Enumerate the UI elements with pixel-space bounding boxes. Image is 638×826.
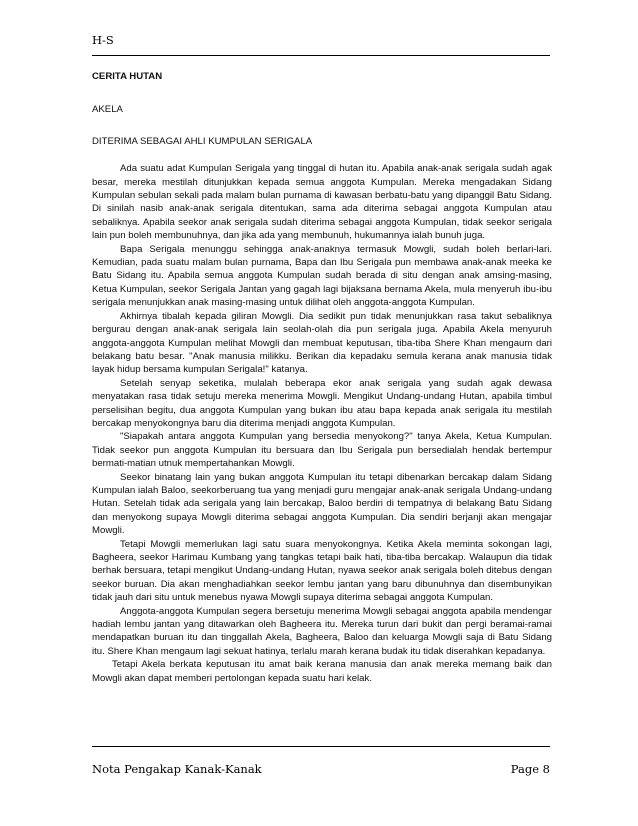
paragraph: Setelah senyap seketika, mulalah beberapa ekor anak serigala yang sudah agak dewasa menyatakan rasa tidak setuju mereka menerima Mowgli. Mengikut Undang-undang Hutan, apabila timbul perselisihan begitu, dua anggota Kumpulan yang bukan ibu atau bapa kepada anak serigala itu mestilah bercakap menyokongnya baru dia diterima menjadi anggota Kumpulan. (92, 377, 552, 429)
header-label: H-S (92, 33, 114, 47)
chapter-subtitle: DITERIMA SEBAGAI AHLI KUMPULAN SERIGALA (92, 135, 313, 147)
footer-title: Nota Pengakap Kanak-Kanak (92, 762, 262, 776)
chapter-title: AKELA (92, 104, 123, 116)
paragraph: Ada suatu adat Kumpulan Serigala yang tinggal di hutan itu. Apabila anak-anak serigala sudah agak besar, mereka mestilah ditunjukkan kepada semua anggota Kumpulan. Mereka mengadakan Sidang Kumpulan sebulan sekali pada malam bulan purnama di kawasan berbatu-batu yang dipanggil Batu Sidang. Di sinilah nasib anak-anak serigala ditentukan, sama ada diterima sebagai anggota Kumpulan atau sebaliknya. Apabila seekor anak serigala sudah diterima sebagai anggota Kumpulan, tidak seekor serigala lain pun boleh membunuhnya, dan jika ada yang membunuh, hukumannya ialah bunuh juga. (92, 163, 552, 242)
paragraph: Anggota-anggota Kumpulan segera bersetuju menerima Mowgli sebagai anggota apabila mendengar hadiah lembu jantan yang ditawarkan oleh Bagheera itu. Mereka turun dari bukit dan pergi beramai-ramai mendapatkan buruan itu dan tinggallah Akela, Bagheera, Baloo dan keluarga Mowgli saja di Batu Sidang itu. Shere Khan mengaum lagi sekuat hatinya, terlalu marah kerana budak itu tidak diserahkan kepadanya. (92, 605, 552, 657)
paragraph: Akhirnya tibalah kepada giliran Mowgli. Dia sedikit pun tidak menunjukkan rasa takut sebaliknya bergurau dengan anak-anak serigala lain seolah-olah dia pun serigala juga. Apabila Akela menyuruh anggota-anggota Kumpulan melihat Mowgli dan membuat keputusan, tiba-tiba Shere Khan mengaum dari belakang batu besar. "Anak manusia milikku. Berikan dia kepadaku semula kerana anak manusia tidak layak hidup bersama kumpulan Serigala!" katanya. (92, 310, 552, 376)
header-rule (92, 55, 550, 56)
paragraph: Tetapi Akela berkata keputusan itu amat baik kerana manusia dan anak mereka memang baik dan Mowgli akan dapat memberi pertolongan kepada suatu hari kelak. (92, 659, 552, 684)
page-number: Page 8 (510, 762, 550, 776)
paragraph: Seekor binatang lain yang bukan anggota Kumpulan itu tetapi dibenarkan bercakap dalam Sidang Kumpulan ialah Baloo, seekorberuang tua yang menjadi guru mengajar anak-anak serigala Undang-undang Hutan. Setelah tidak ada serigala yang lain bercakap, Baloo berdiri di tempatnya di belakang Batu Sidang dan menyokong supaya Mowgli diterima sebagai anggota Kumpulan. Dia sendiri berjanji akan mengajar Mowgli. (92, 471, 552, 537)
paragraph: Bapa Serigala menunggu sehingga anak-anaknya termasuk Mowgli, sudah boleh berlari-lari. Kemudian, pada suatu malam bulan purnama, Bapa dan Ibu Serigala pun membawa anak-anak meeka ke Batu Sidang itu. Apabila semua anggota Kumpulan sudah berada di situ dengan anak amsing-masing, Ketua Kumpulan, seekor Serigala Jantan yang gagah lagi bijaksana bernama Akela, mula menyeruh ibu-ibu serigala menunjukkan anak masing-masing untuk dilihat oleh anggota-anggota Kumpulan. (92, 243, 552, 309)
paragraph: "Siapakah antara anggota Kumpulan yang bersedia menyokong?" tanya Akela, Ketua Kumpulan. Tidak seekor pun anggota Kumpulan itu bersuara dan Ibu Serigala pun bersedialah hendak bertempur bermati-matian utnuk mempertahankan Mowgli. (92, 431, 552, 470)
paragraph: Tetapi Mowgli memerlukan lagi satu suara menyokongnya. Ketika Akela meminta sokongan lagi, Bagheera, seekor Harimau Kumbang yang tangkas tetapi baik hati, tiba-tiba bercakap. Walaupun dia tidak berhak bersuara, tetapi mengikut Undang-undang Hutan, nyawa seekor anak serigala boleh ditebus dengan seekor buruan. Dia akan menghadiahkan seekor lembu jantan yang baru dibunuhnya dan disembunyikan tidak jauh dari situ untuk menebus nyawa Mowgli supaya diterima sebagai anggota Kumpulan. (92, 538, 552, 604)
body-text (92, 70, 552, 685)
story-title: CERITA HUTAN (92, 71, 163, 82)
footer-rule (92, 746, 550, 747)
